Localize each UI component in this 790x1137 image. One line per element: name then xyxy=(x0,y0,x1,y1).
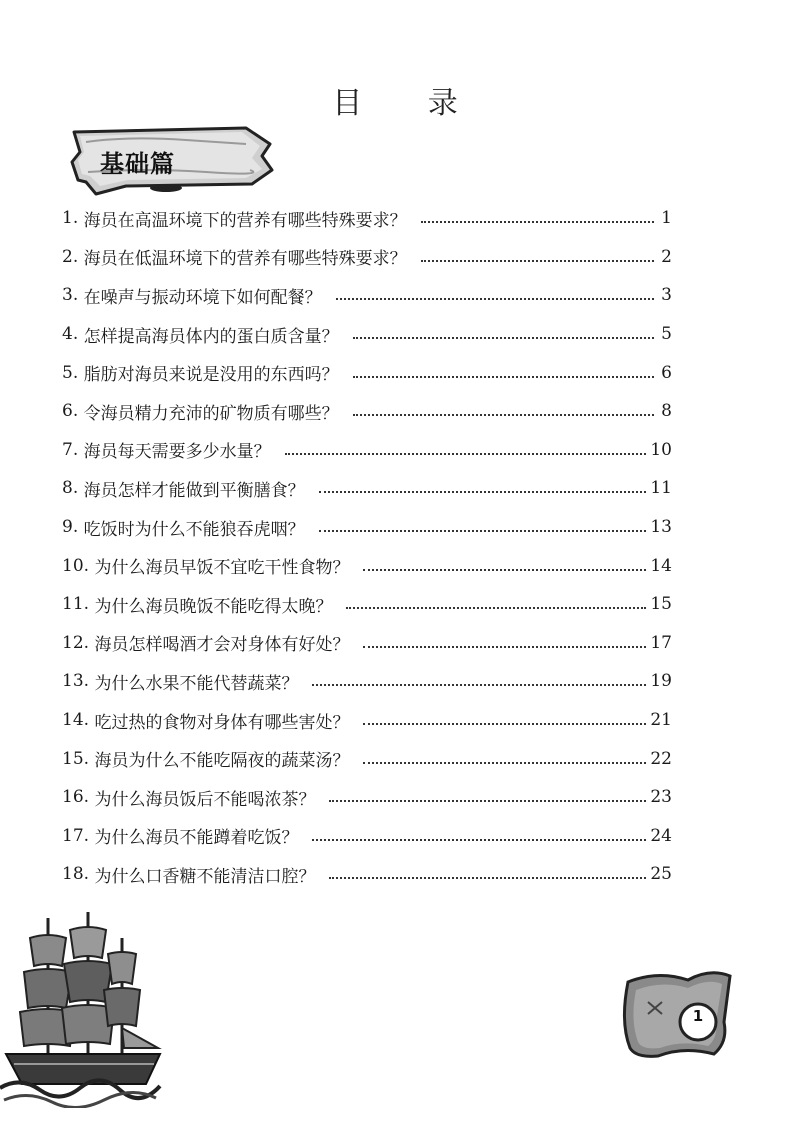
entry-title: 在噪声与振动环境下如何配餐？ xyxy=(83,287,322,308)
entry-title: 海员每天需要多少水量？ xyxy=(83,442,271,463)
entry-number: 4. xyxy=(62,324,84,345)
dot-leader xyxy=(336,298,654,300)
dot-leader xyxy=(353,414,654,416)
entry-page: 21 xyxy=(650,710,672,731)
entry-number: 5. xyxy=(62,362,84,383)
toc-entry-4[interactable] xyxy=(62,315,672,354)
dot-leader xyxy=(346,607,646,609)
entry-title: 为什么海员不能蹲着吃饭？ xyxy=(94,828,299,849)
entry-page: 10 xyxy=(650,439,672,460)
entry-number: 11. xyxy=(62,594,95,615)
entry-page: 11 xyxy=(650,478,672,499)
entry-page: 14 xyxy=(650,555,672,576)
page-title: 目 录 xyxy=(332,86,486,122)
entry-page: 13 xyxy=(650,517,672,538)
toc-list xyxy=(62,199,672,894)
entry-page: 23 xyxy=(650,787,672,808)
entry-page: 6 xyxy=(661,362,672,383)
map-scroll-icon xyxy=(618,962,738,1062)
entry-page: 19 xyxy=(650,671,672,692)
dot-leader xyxy=(421,221,654,223)
toc-entry-8[interactable] xyxy=(62,469,672,508)
entry-number: 12. xyxy=(62,632,95,653)
entry-number: 15. xyxy=(62,748,95,769)
entry-number: 2. xyxy=(62,246,84,267)
entry-title: 怎样提高海员体内的蛋白质含量？ xyxy=(83,326,339,347)
entry-title: 为什么水果不能代替蔬菜？ xyxy=(94,673,299,694)
dot-leader xyxy=(363,723,646,725)
entry-number: 8. xyxy=(62,478,84,499)
toc-entry-3[interactable] xyxy=(62,276,672,315)
page-number: 1 xyxy=(692,1007,704,1025)
entry-page: 22 xyxy=(650,748,672,769)
entry-title: 吃饭时为什么不能狼吞虎咽？ xyxy=(83,519,305,540)
entry-number: 18. xyxy=(62,864,95,885)
toc-entry-7[interactable] xyxy=(62,431,672,470)
toc-entry-13[interactable] xyxy=(62,662,672,701)
entry-page: 1 xyxy=(661,208,672,229)
entry-page: 15 xyxy=(650,594,672,615)
dot-leader xyxy=(319,530,647,532)
entry-page: 5 xyxy=(661,324,672,345)
entry-number: 16. xyxy=(62,787,95,808)
dot-leader xyxy=(363,762,646,764)
dot-leader xyxy=(285,453,647,455)
entry-title: 海员怎样喝酒才会对身体有好处？ xyxy=(94,635,350,656)
entry-number: 3. xyxy=(62,285,84,306)
toc-entry-14[interactable] xyxy=(62,701,672,740)
dot-leader xyxy=(421,260,654,262)
entry-number: 14. xyxy=(62,710,95,731)
entry-title: 为什么海员饭后不能喝浓茶？ xyxy=(94,789,316,810)
entry-number: 9. xyxy=(62,517,84,538)
dot-leader xyxy=(312,839,646,841)
entry-number: 6. xyxy=(62,401,84,422)
toc-entry-12[interactable] xyxy=(62,624,672,663)
dot-leader xyxy=(329,800,646,802)
dot-leader xyxy=(329,877,646,879)
sailing-ship-icon xyxy=(0,908,170,1108)
entry-number: 17. xyxy=(62,825,95,846)
entry-page: 17 xyxy=(650,632,672,653)
dot-leader xyxy=(363,569,646,571)
toc-entry-6[interactable] xyxy=(62,392,672,431)
toc-entry-11[interactable] xyxy=(62,585,672,624)
dot-leader xyxy=(353,337,654,339)
entry-page: 25 xyxy=(650,864,672,885)
entry-title: 为什么口香糖不能清洁口腔？ xyxy=(94,866,316,887)
dot-leader xyxy=(319,491,647,493)
section-label: 基础篇 xyxy=(100,150,175,178)
toc-entry-9[interactable] xyxy=(62,508,672,547)
entry-title: 海员为什么不能吃隔夜的蔬菜汤？ xyxy=(94,751,350,772)
entry-number: 7. xyxy=(62,439,84,460)
dot-leader xyxy=(353,376,654,378)
toc-entry-18[interactable] xyxy=(62,855,672,894)
entry-title: 吃过热的食物对身体有哪些害处？ xyxy=(94,712,350,733)
entry-number: 1. xyxy=(62,208,84,229)
entry-page: 8 xyxy=(661,401,672,422)
dot-leader xyxy=(363,646,646,648)
entry-title: 海员在低温环境下的营养有哪些特殊要求？ xyxy=(83,249,407,270)
toc-entry-15[interactable] xyxy=(62,739,672,778)
entry-page: 2 xyxy=(661,246,672,267)
entry-title: 脂肪对海员来说是没用的东西吗？ xyxy=(83,365,339,386)
entry-title: 令海员精力充沛的矿物质有哪些？ xyxy=(83,403,339,424)
entry-page: 3 xyxy=(661,285,672,306)
toc-entry-2[interactable] xyxy=(62,238,672,277)
entry-title: 海员在高温环境下的营养有哪些特殊要求？ xyxy=(83,210,407,231)
toc-entry-10[interactable] xyxy=(62,546,672,585)
entry-title: 海员怎样才能做到平衡膳食？ xyxy=(83,480,305,501)
dot-leader xyxy=(312,684,646,686)
entry-title: 为什么海员早饭不宜吃干性食物？ xyxy=(94,558,350,579)
entry-number: 13. xyxy=(62,671,95,692)
entry-number: 10. xyxy=(62,555,95,576)
toc-entry-5[interactable] xyxy=(62,353,672,392)
section-banner xyxy=(66,122,276,200)
toc-entry-1[interactable] xyxy=(62,199,672,238)
entry-title: 为什么海员晚饭不能吃得太晚？ xyxy=(94,596,333,617)
entry-page: 24 xyxy=(650,825,672,846)
toc-entry-16[interactable] xyxy=(62,778,672,817)
toc-entry-17[interactable] xyxy=(62,817,672,856)
